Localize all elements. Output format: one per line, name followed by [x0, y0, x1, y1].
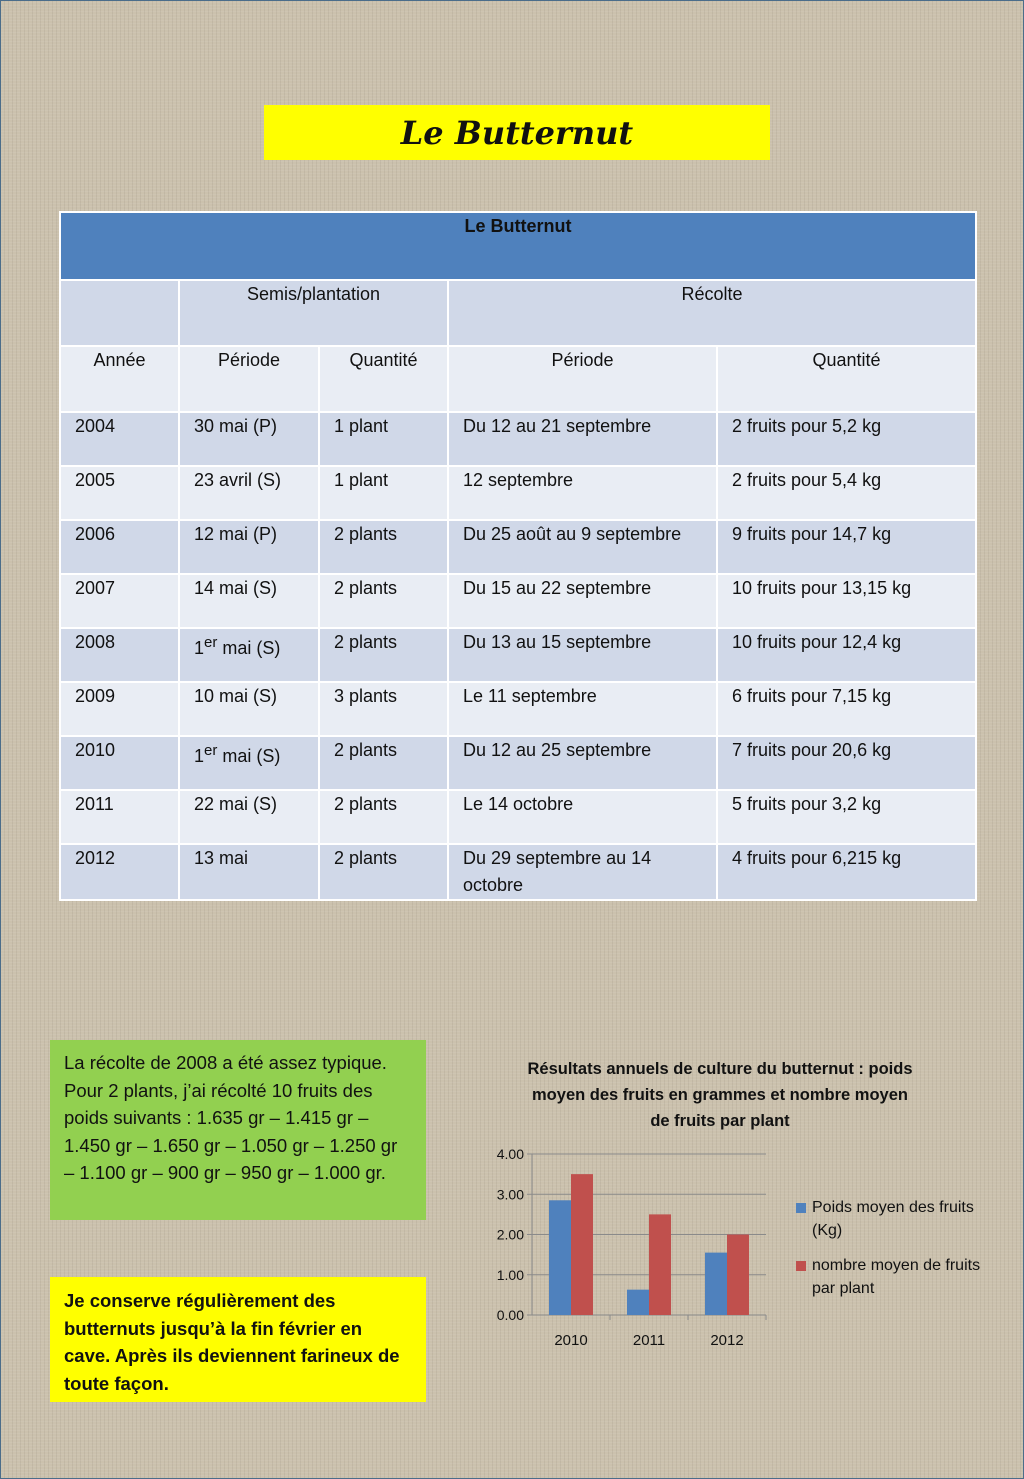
note-storage: Je conserve régulièrement des butternuts jusqu’à la fin février en cave. Après ils deviennent farineux de toute façon.	[50, 1277, 426, 1402]
y-tick-label: 0.00	[496, 1307, 524, 1323]
table-row	[60, 844, 976, 900]
cell-sow-period: 30 mai (P)	[179, 412, 319, 466]
cell-harvest-quantity: 6 fruits pour 7,15 kg	[717, 682, 976, 736]
cell-harvest-period: Du 29 septembre au 14 octobre	[448, 844, 717, 900]
column-header-sow-quantity: Quantité	[319, 346, 448, 412]
cell-sow-period: 14 mai (S)	[179, 574, 319, 628]
cell-harvest-period: Du 12 au 21 septembre	[448, 412, 717, 466]
column-header-harvest-quantity: Quantité	[717, 346, 976, 412]
cell-sow-quantity: 3 plants	[319, 682, 448, 736]
note-2008-harvest: La récolte de 2008 a été assez typique. Pour 2 plants, j’ai récolté 10 fruits des poids suivants : 1.635 gr – 1.415 gr – 1.450 gr – 1.650 gr – 1.050 gr – 1.250 gr – 1.100 gr – 900 gr – 950 gr – 1.000 gr.	[50, 1040, 426, 1220]
y-tick-label: 3.00	[496, 1186, 524, 1203]
cell-harvest-quantity: 2 fruits pour 5,4 kg	[717, 466, 976, 520]
table-row	[60, 412, 976, 466]
cell-harvest-quantity: 10 fruits pour 12,4 kg	[717, 628, 976, 682]
cell-sow-quantity: 2 plants	[319, 520, 448, 574]
cell-sow-period	[179, 628, 319, 682]
legend-item-count	[796, 1254, 986, 1300]
cell-sow-period	[179, 736, 319, 790]
table-row	[60, 628, 976, 682]
cell-sow-quantity: 2 plants	[319, 574, 448, 628]
cell-harvest-period: Du 12 au 25 septembre	[448, 736, 717, 790]
cell-harvest-quantity: 9 fruits pour 14,7 kg	[717, 520, 976, 574]
table-row	[60, 520, 976, 574]
table-title: Le Butternut	[60, 212, 976, 280]
table-row	[60, 790, 976, 844]
cell-sow-period: 22 mai (S)	[179, 790, 319, 844]
cell-harvest-period: 12 septembre	[448, 466, 717, 520]
cell-year: 2007	[60, 574, 179, 628]
sow-day-suffix: er	[204, 634, 218, 651]
cell-harvest-period: Du 13 au 15 septembre	[448, 628, 717, 682]
y-tick-label: 2.00	[496, 1226, 524, 1243]
bar-count-2012	[727, 1235, 749, 1316]
cell-sow-quantity: 1 plant	[319, 466, 448, 520]
cell-harvest-quantity: 7 fruits pour 20,6 kg	[717, 736, 976, 790]
cell-harvest-quantity: 4 fruits pour 6,215 kg	[717, 844, 976, 900]
group-header-harvest: Récolte	[448, 280, 976, 346]
column-header-sow-period: Période	[179, 346, 319, 412]
column-header-harvest-period: Période	[448, 346, 717, 412]
cell-harvest-period: Le 14 octobre	[448, 790, 717, 844]
table-column-header-row	[60, 346, 976, 412]
cell-sow-quantity: 1 plant	[319, 412, 448, 466]
bar-count-2011	[649, 1214, 671, 1315]
sow-month: mai (S)	[217, 746, 281, 766]
cell-harvest-period: Du 15 au 22 septembre	[448, 574, 717, 628]
harvest-table	[59, 211, 977, 901]
cell-sow-period: 12 mai (P)	[179, 520, 319, 574]
table-row	[60, 736, 976, 790]
cell-year: 2006	[60, 520, 179, 574]
y-tick-label: 1.00	[496, 1266, 524, 1283]
x-tick-label: 2011	[632, 1332, 666, 1349]
cell-sow-quantity: 2 plants	[319, 736, 448, 790]
cell-year: 2010	[60, 736, 179, 790]
cell-harvest-period: Du 25 août au 9 septembre	[448, 520, 717, 574]
sow-day: 1	[194, 746, 205, 766]
cell-harvest-quantity: 10 fruits pour 13,15 kg	[717, 574, 976, 628]
cell-harvest-quantity: 2 fruits pour 5,2 kg	[717, 412, 976, 466]
bar-count-2010	[571, 1174, 593, 1315]
cell-sow-period: 10 mai (S)	[179, 682, 319, 736]
bar-weight-2010	[549, 1200, 571, 1315]
table-row	[60, 682, 976, 736]
cell-year: 2004	[60, 412, 179, 466]
cell-harvest-quantity: 5 fruits pour 3,2 kg	[717, 790, 976, 844]
cell-sow-period: 23 avril (S)	[179, 466, 319, 520]
cell-harvest-period: Le 11 septembre	[448, 682, 717, 736]
cell-sow-period: 13 mai	[179, 844, 319, 900]
table-row	[60, 466, 976, 520]
cell-sow-quantity: 2 plants	[319, 790, 448, 844]
bar-weight-2011	[627, 1290, 649, 1315]
y-tick-label: 4.00	[496, 1146, 524, 1162]
group-header-empty	[60, 280, 179, 346]
cell-year: 2012	[60, 844, 179, 900]
x-tick-label: 2010	[554, 1332, 588, 1349]
bar-weight-2012	[705, 1253, 727, 1315]
column-header-year: Année	[60, 346, 179, 412]
legend-label-count: nombre moyen de fruits par plant	[812, 1257, 981, 1297]
chart-title: Résultats annuels de culture du butternut : poids moyen des fruits en grammes et nombre moyen de fruits par plant	[527, 1060, 913, 1130]
legend-label-weight: Poids moyen des fruits (Kg)	[812, 1199, 974, 1239]
table-title-row	[60, 212, 976, 280]
legend-swatch-red	[796, 1261, 806, 1271]
x-tick-label: 2012	[710, 1332, 744, 1349]
chart-container	[470, 1050, 1010, 1380]
chart-legend	[796, 1196, 986, 1312]
table-row	[60, 574, 976, 628]
page-title-banner	[264, 105, 770, 160]
group-header-sowing: Semis/plantation	[179, 280, 448, 346]
page-title: Le Butternut	[400, 113, 634, 152]
cell-year: 2011	[60, 790, 179, 844]
cell-year: 2005	[60, 466, 179, 520]
table-group-header-row	[60, 280, 976, 346]
cell-year: 2009	[60, 682, 179, 736]
sow-month: mai (S)	[217, 638, 281, 658]
sow-day: 1	[194, 638, 205, 658]
legend-swatch-blue	[796, 1203, 806, 1213]
legend-item-weight	[796, 1196, 986, 1242]
cell-sow-quantity: 2 plants	[319, 844, 448, 900]
sow-day-suffix: er	[204, 742, 218, 759]
cell-year: 2008	[60, 628, 179, 682]
cell-sow-quantity: 2 plants	[319, 628, 448, 682]
